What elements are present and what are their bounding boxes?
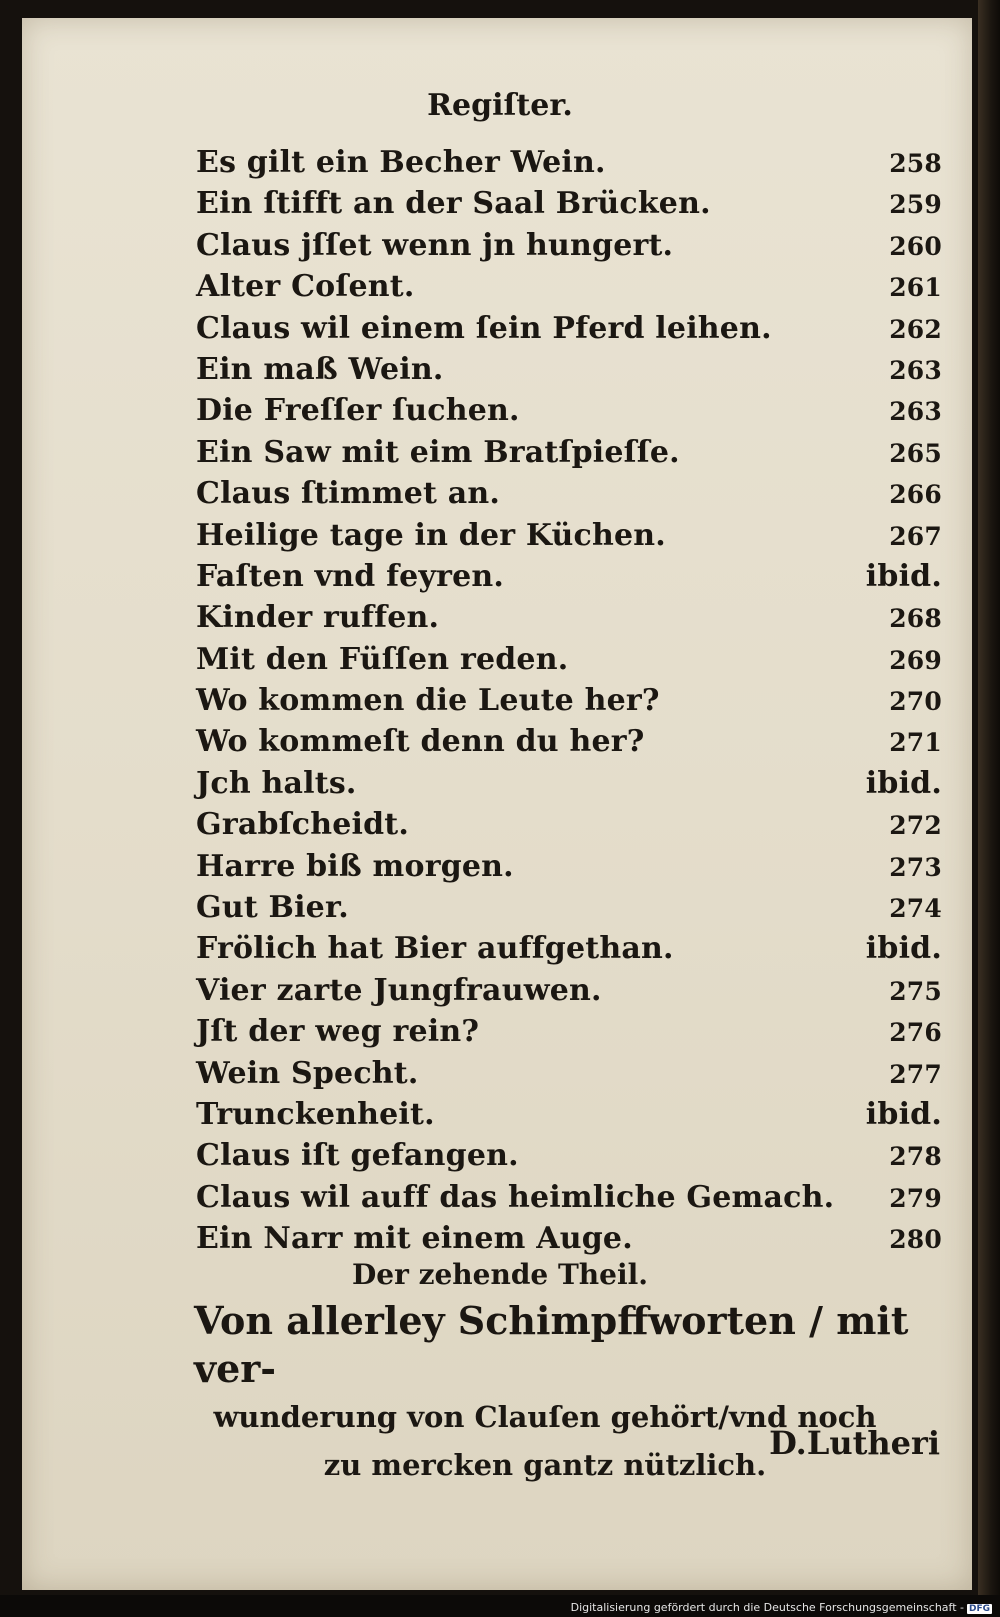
register-entry — [196, 849, 942, 890]
footer-bar — [0, 1595, 1000, 1617]
running-head: Regiſter. — [427, 88, 573, 123]
register-entry — [196, 559, 942, 600]
entry-page-number: 263 — [889, 355, 942, 385]
entry-page-number: 280 — [889, 1225, 942, 1255]
entry-page-number: 261 — [889, 273, 942, 303]
section-label: Der zehende Theil. — [351, 1258, 648, 1291]
entry-title: Ein Narr mit einem Auge. — [196, 1221, 633, 1257]
entry-title: Ein maß Wein. — [196, 351, 444, 387]
funding-credit-text: Digitalisierung gefördert durch die Deutsche Forschungsgemeinschaft - — [570, 1601, 964, 1614]
entry-page-number: 266 — [889, 480, 942, 510]
entry-title: Ein ſtifft an der Saal Brücken. — [196, 186, 711, 222]
entry-title: Kinder ruffen. — [196, 600, 440, 636]
register-entry — [196, 352, 942, 393]
register-entry — [196, 393, 942, 434]
entry-title: Mit den Füſſen reden. — [196, 641, 569, 677]
entry-title: Grabſcheidt. — [196, 807, 409, 843]
entry-title: Frölich hat Bier auffgethan. — [196, 931, 674, 967]
entry-page-number: 271 — [889, 728, 942, 758]
entry-title: Faſten vnd feyren. — [196, 558, 505, 594]
register-entry — [196, 186, 942, 227]
register-entry — [196, 807, 942, 848]
entry-title: Wo kommen die Leute her? — [196, 683, 660, 719]
entry-title: Gut Bier. — [196, 890, 349, 926]
entry-page-number: 278 — [889, 1142, 942, 1172]
entry-title: Ein Saw mit eim Bratſpieſſe. — [196, 434, 680, 470]
register-entry — [196, 766, 942, 807]
register-entry — [196, 1014, 942, 1055]
entry-title: Claus wil auff das heimliche Gemach. — [196, 1179, 835, 1215]
entry-title: Claus jſſet wenn jn hungert. — [196, 227, 674, 263]
register-entry — [196, 973, 942, 1014]
section-title-line-2: wunderung von Clauſen gehört/vnd noch — [213, 1400, 877, 1434]
entry-title: Vier zarte Jungfrauwen. — [196, 972, 602, 1008]
entry-title: Die Freſſer ſuchen. — [196, 393, 520, 429]
register-entry — [196, 931, 942, 972]
register-entry — [196, 1097, 942, 1138]
register-entry — [196, 476, 942, 517]
entry-page-number: 279 — [889, 1183, 942, 1213]
entry-page-number: ibid. — [865, 765, 942, 801]
entry-title: Trunckenheit. — [196, 1096, 435, 1132]
entry-page-number: 274 — [889, 894, 942, 924]
entry-page-number: ibid. — [865, 1096, 942, 1132]
entry-title: Es gilt ein Becher Wein. — [196, 145, 606, 180]
entry-page-number: 259 — [889, 190, 942, 220]
book-spine — [978, 0, 1000, 1617]
entry-title: Heilige tage in der Küchen. — [196, 517, 666, 553]
entry-title: Harre biß morgen. — [196, 848, 514, 884]
entry-title: Jſt der weg rein? — [196, 1014, 480, 1050]
register-entry — [196, 1056, 942, 1097]
register-entry — [196, 1180, 942, 1221]
funding-credit — [571, 1601, 992, 1614]
entry-page-number: 263 — [889, 397, 942, 427]
catchword: D.Lutheri — [769, 1424, 940, 1462]
entry-page-number: 260 — [889, 231, 942, 261]
register-entry — [196, 145, 942, 186]
register-entry — [196, 435, 942, 476]
entry-title: Jch halts. — [196, 765, 357, 801]
entry-page-number: 273 — [889, 852, 942, 882]
register-entry — [196, 724, 942, 765]
entry-page-number: 265 — [889, 438, 942, 468]
entry-title: Claus ſtimmet an. — [196, 476, 500, 512]
section-title-line-3: zu mercken gantz nützlich. — [323, 1448, 767, 1482]
section-title-line-1: Von allerley Schimpffworten / mit ver- — [194, 1298, 909, 1391]
register-entry — [196, 1221, 942, 1262]
entry-page-number: ibid. — [865, 558, 942, 594]
entry-page-number: 258 — [889, 149, 942, 178]
register-entry — [196, 683, 942, 724]
register-entry — [196, 311, 942, 352]
entry-title: Wein Specht. — [196, 1055, 419, 1091]
entry-page-number: ibid. — [865, 931, 942, 967]
entry-title: Claus iſt gefangen. — [196, 1138, 519, 1174]
entry-page-number: 268 — [889, 604, 942, 634]
entry-page-number: 269 — [889, 645, 942, 675]
register-list — [196, 145, 942, 1263]
register-entry — [196, 518, 942, 559]
entry-page-number: 276 — [889, 1018, 942, 1048]
dfg-logo: DFG — [968, 1604, 990, 1614]
entry-page-number: 262 — [889, 314, 942, 344]
register-entry — [196, 890, 942, 931]
entry-title: Wo kommeſt denn du her? — [196, 724, 645, 760]
entry-title: Claus wil einem ſein Pferd leihen. — [196, 310, 772, 346]
register-entry — [196, 642, 942, 683]
register-entry — [196, 600, 942, 641]
entry-page-number: 277 — [889, 1059, 942, 1089]
entry-page-number: 272 — [889, 811, 942, 841]
entry-title: Alter Coſent. — [196, 269, 415, 305]
register-entry — [196, 269, 942, 310]
entry-page-number: 275 — [889, 976, 942, 1006]
register-entry — [196, 1138, 942, 1179]
entry-page-number: 267 — [889, 521, 942, 551]
register-entry — [196, 228, 942, 269]
entry-page-number: 270 — [889, 687, 942, 717]
